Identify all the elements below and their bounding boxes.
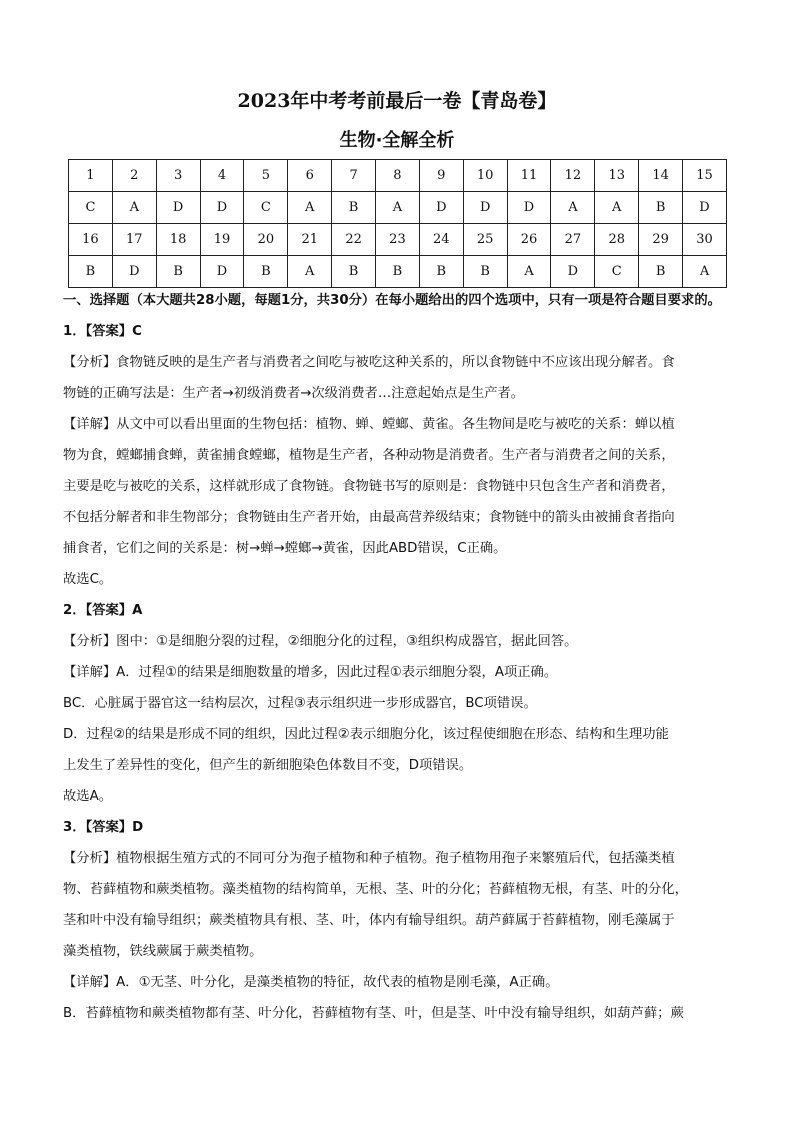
answer-cell: A [288, 192, 332, 224]
question-number-cell: 7 [332, 160, 376, 192]
page-title: 2023年中考考前最后一卷【青岛卷】 [237, 90, 557, 112]
question-number-cell: 30 [683, 224, 727, 256]
answer-cell: D [683, 192, 727, 224]
question-number-cell: 27 [551, 224, 595, 256]
question-number-cell: 2 [112, 160, 156, 192]
answer-row [69, 256, 727, 288]
answer-cell: B [419, 256, 463, 288]
question-number-cell: 16 [69, 224, 113, 256]
question-answer-heading: 2．【答案】A [63, 603, 143, 618]
explanation-line: 物链的正确写法是：生产者→初级消费者→次级消费者…注意起始点是生产者。 [63, 386, 525, 401]
explanation-line: 上发生了差异性的变化，但产生的新细胞染色体数目不变，D项错误。 [63, 758, 473, 773]
explanation-line: 物为食，螳螂捕食蝉，黄雀捕食螳螂，植物是生产者，各种动物是消费者。生产者与消费者之间的关系， [63, 448, 675, 463]
explanation-line: 捕食者，它们之间的关系是：树→蝉→螳螂→黄雀，因此ABD错误，C正确。 [63, 541, 507, 556]
explanation-line: 故选A。 [63, 789, 112, 804]
question-number-cell: 26 [507, 224, 551, 256]
question-number-cell: 14 [639, 160, 683, 192]
question-number-cell: 13 [595, 160, 639, 192]
answer-cell: C [595, 256, 639, 288]
answer-cell: C [244, 192, 288, 224]
explanation-line: 主要是吃与被吃的关系，这样就形成了食物链。食物链书写的原则是：食物链中只包含生产者和消费者， [63, 479, 675, 494]
question-number-cell: 10 [463, 160, 507, 192]
answer-cell: D [200, 256, 244, 288]
explanation-line: B．苔藓植物和蕨类植物都有茎、叶分化，苔藓植物有茎、叶，但是茎、叶中没有输导组织，如葫芦藓；蕨 [63, 1006, 684, 1021]
answer-cell: A [551, 192, 595, 224]
question-number-cell: 11 [507, 160, 551, 192]
explanation-line: 【分析】食物链反映的是生产者与消费者之间吃与被吃这种关系的，所以食物链中不应该出现分解者。食 [63, 355, 675, 370]
answer-cell: A [683, 256, 727, 288]
question-number-cell: 25 [463, 224, 507, 256]
answer-cell: B [156, 256, 200, 288]
question-number-cell: 8 [376, 160, 420, 192]
answer-cell: C [69, 192, 113, 224]
question-number-cell: 17 [112, 224, 156, 256]
question-number-cell: 3 [156, 160, 200, 192]
question-number-cell: 12 [551, 160, 595, 192]
question-number-cell: 29 [639, 224, 683, 256]
answer-cell: D [200, 192, 244, 224]
question-number-row [69, 224, 727, 256]
explanation-line: 【分析】图中：①是细胞分裂的过程，②细胞分化的过程，③组织构成器官，据此回答。 [63, 634, 578, 649]
question-number-cell: 28 [595, 224, 639, 256]
question-number-cell: 6 [288, 160, 332, 192]
explanation-line: 【详解】A．过程①的结果是细胞数量的增多，因此过程①表示细胞分裂，A项正确。 [63, 665, 558, 680]
question-number-cell: 23 [376, 224, 420, 256]
question-number-cell: 20 [244, 224, 288, 256]
answer-cell: A [288, 256, 332, 288]
question-number-cell: 5 [244, 160, 288, 192]
question-number-cell: 1 [69, 160, 113, 192]
answer-cell: A [112, 192, 156, 224]
answer-cell: B [332, 256, 376, 288]
answer-cell: D [419, 192, 463, 224]
answer-cell: B [639, 192, 683, 224]
question-answer-heading: 3．【答案】D [63, 820, 144, 835]
question-number-cell: 21 [288, 224, 332, 256]
answer-cell: B [69, 256, 113, 288]
explanation-line: 物、苔藓植物和蕨类植物。藻类植物的结构简单，无根、茎、叶的分化；苔藓植物无根，有茎、叶的分化， [63, 882, 688, 897]
explanation-line: BC．心脏属于器官这一结构层次，过程③表示组织进一步形成器官，BC项错误。 [63, 696, 537, 711]
question-number-cell: 22 [332, 224, 376, 256]
answer-cell: B [332, 192, 376, 224]
explanation-line: 【详解】A．①无茎、叶分化，是藻类植物的特征，故代表的植物是刚毛藻，A正确。 [63, 975, 559, 990]
answer-cell: B [376, 256, 420, 288]
solutions-body [63, 289, 733, 1029]
answer-cell: B [639, 256, 683, 288]
page-subtitle: 生物·全解全析 [339, 130, 455, 151]
answer-cell: D [112, 256, 156, 288]
explanation-line: 【分析】植物根据生殖方式的不同可分为孢子植物和种子植物。孢子植物用孢子来繁殖后代，包括藻类植 [63, 851, 675, 866]
answer-cell: D [551, 256, 595, 288]
answer-cell: D [463, 192, 507, 224]
answer-cell: A [376, 192, 420, 224]
explanation-line: 故选C。 [63, 572, 113, 587]
question-number-cell: 18 [156, 224, 200, 256]
question-number-cell: 24 [419, 224, 463, 256]
explanation-line: 【详解】从文中可以看出里面的生物包括：植物、蝉、螳螂、黄雀。各生物间是吃与被吃的关系：蝉以植 [63, 417, 675, 432]
answer-cell: D [156, 192, 200, 224]
question-number-cell: 15 [683, 160, 727, 192]
answer-key-table [68, 159, 727, 288]
answer-cell: B [463, 256, 507, 288]
explanation-line: 藻类植物，铁线蕨属于蕨类植物。 [63, 944, 263, 959]
question-list [63, 316, 733, 1029]
answer-cell: A [507, 256, 551, 288]
question-number-cell: 4 [200, 160, 244, 192]
answer-cell: A [595, 192, 639, 224]
question-number-cell: 9 [419, 160, 463, 192]
explanation-line: 不包括分解者和非生物部分；食物链由生产者开始，由最高营养级结束；食物链中的箭头由被捕食者指向 [63, 510, 675, 525]
question-number-row [69, 160, 727, 192]
question-number-cell: 19 [200, 224, 244, 256]
answer-cell: D [507, 192, 551, 224]
section-heading: 一、选择题（本大题共28小题，每题1分，共30分）在每小题给出的四个选项中，只有一项是符合题目要求的。 [63, 293, 721, 308]
answer-row [69, 192, 727, 224]
explanation-line: D．过程②的结果是形成不同的组织，因此过程②表示细胞分化，该过程使细胞在形态、结构和生理功能 [63, 727, 669, 742]
explanation-line: 茎和叶中没有输导组织；蕨类植物具有根、茎、叶，体内有输导组织。葫芦藓属于苔藓植物，刚毛藻属于 [63, 913, 675, 928]
question-answer-heading: 1．【答案】C [63, 324, 142, 339]
answer-cell: B [244, 256, 288, 288]
